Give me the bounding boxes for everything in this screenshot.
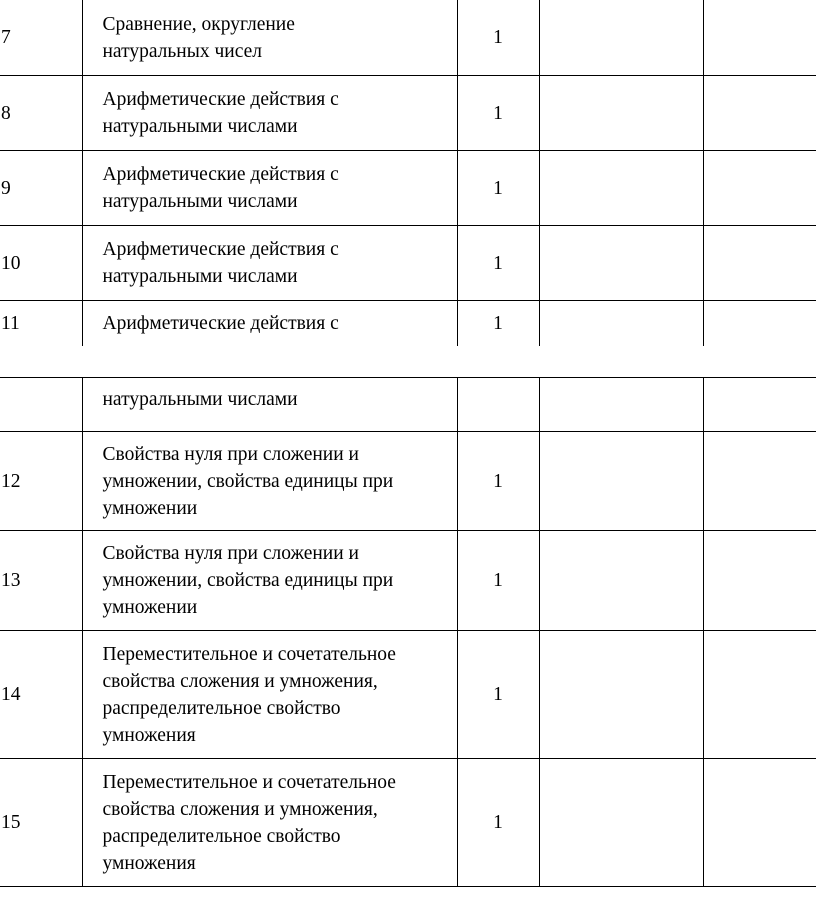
table-row bbox=[0, 301, 816, 347]
table-row bbox=[0, 0, 816, 76]
empty-cell bbox=[703, 432, 816, 531]
topic-line: натуральными числами bbox=[102, 191, 298, 212]
topic-line: натуральными числами bbox=[102, 389, 298, 410]
lesson-topic bbox=[82, 301, 457, 347]
lesson-hours: 1 bbox=[457, 301, 539, 347]
lesson-hours: 1 bbox=[457, 759, 539, 887]
lesson-number: 13 bbox=[0, 531, 82, 631]
lesson-number: 15 bbox=[0, 759, 82, 887]
empty-cell bbox=[703, 378, 816, 432]
empty-cell bbox=[703, 226, 816, 301]
empty-cell bbox=[703, 76, 816, 151]
topic-line: Арифметические действия с bbox=[102, 239, 339, 260]
lesson-topic bbox=[82, 76, 457, 151]
topic-line: умножения bbox=[102, 724, 196, 746]
lesson-number: 14 bbox=[0, 631, 82, 759]
table-row bbox=[0, 631, 816, 759]
topic-line: умножении, свойства единицы при bbox=[102, 570, 394, 591]
empty-cell bbox=[539, 226, 703, 301]
empty-cell bbox=[539, 151, 703, 226]
lesson-hours: 1 bbox=[457, 432, 539, 531]
lesson-topic bbox=[82, 432, 457, 531]
topic-line: натуральными числами bbox=[102, 116, 298, 137]
lesson-number: 10 bbox=[0, 226, 82, 301]
topic-line: Переместительное и сочетательное bbox=[102, 771, 396, 793]
table-row bbox=[0, 759, 816, 887]
empty-cell bbox=[703, 151, 816, 226]
lesson-number: 11 bbox=[0, 301, 82, 347]
table-row bbox=[0, 226, 816, 301]
topic-line: распределительное свойство bbox=[102, 825, 341, 847]
topic-line: умножения bbox=[102, 852, 196, 874]
lesson-hours: 1 bbox=[457, 631, 539, 759]
empty-cell bbox=[539, 432, 703, 531]
table-row bbox=[0, 378, 816, 432]
topic-line: Сравнение, округление bbox=[102, 13, 295, 35]
lesson-hours: 1 bbox=[457, 531, 539, 631]
topic-line: Арифметические действия с bbox=[102, 89, 339, 110]
lesson-number: 12 bbox=[0, 432, 82, 531]
empty-cell bbox=[539, 531, 703, 631]
lesson-hours bbox=[457, 378, 539, 432]
topic-line: Переместительное и сочетательное bbox=[102, 643, 396, 665]
topic-line: Арифметические действия с bbox=[102, 164, 339, 185]
lesson-plan-table-part-1 bbox=[0, 0, 816, 347]
table-row bbox=[0, 151, 816, 226]
empty-cell bbox=[539, 76, 703, 151]
lesson-number: 7 bbox=[0, 0, 82, 76]
lesson-topic bbox=[82, 151, 457, 226]
empty-cell bbox=[539, 378, 703, 432]
empty-cell bbox=[539, 301, 703, 347]
page-break-gap bbox=[0, 346, 816, 376]
lesson-number: 8 bbox=[0, 76, 82, 151]
topic-line: распределительное свойство bbox=[102, 697, 341, 719]
table-row bbox=[0, 432, 816, 531]
empty-cell bbox=[539, 759, 703, 887]
empty-cell bbox=[703, 531, 816, 631]
empty-cell bbox=[703, 759, 816, 887]
lesson-hours: 1 bbox=[457, 76, 539, 151]
topic-line: свойства сложения и умножения, bbox=[102, 798, 378, 820]
lesson-number: 9 bbox=[0, 151, 82, 226]
topic-line: натуральными числами bbox=[102, 266, 298, 287]
empty-cell bbox=[703, 631, 816, 759]
topic-line: Свойства нуля при сложении и bbox=[102, 443, 359, 465]
topic-line: Свойства нуля при сложении и bbox=[102, 543, 359, 564]
lesson-topic bbox=[82, 378, 457, 432]
topic-line: свойства сложения и умножения, bbox=[102, 670, 378, 692]
lesson-hours: 1 bbox=[457, 151, 539, 226]
topic-line: умножении, свойства единицы при bbox=[102, 470, 394, 492]
topic-line: умножении bbox=[102, 497, 198, 519]
topic-line: умножении bbox=[102, 597, 198, 618]
lesson-number bbox=[0, 378, 82, 432]
lesson-topic bbox=[82, 226, 457, 301]
table-row bbox=[0, 531, 816, 631]
lesson-topic bbox=[82, 531, 457, 631]
topic-line: натуральных чисел bbox=[102, 40, 262, 62]
empty-cell bbox=[539, 0, 703, 76]
table-row bbox=[0, 76, 816, 151]
topic-line: Арифметические действия с bbox=[102, 313, 339, 334]
lesson-topic bbox=[82, 0, 457, 76]
empty-cell bbox=[703, 301, 816, 347]
empty-cell bbox=[703, 0, 816, 76]
lesson-topic bbox=[82, 759, 457, 887]
lesson-plan-table-part-2 bbox=[0, 377, 816, 887]
empty-cell bbox=[539, 631, 703, 759]
lesson-hours: 1 bbox=[457, 0, 539, 76]
lesson-topic bbox=[82, 631, 457, 759]
lesson-hours: 1 bbox=[457, 226, 539, 301]
